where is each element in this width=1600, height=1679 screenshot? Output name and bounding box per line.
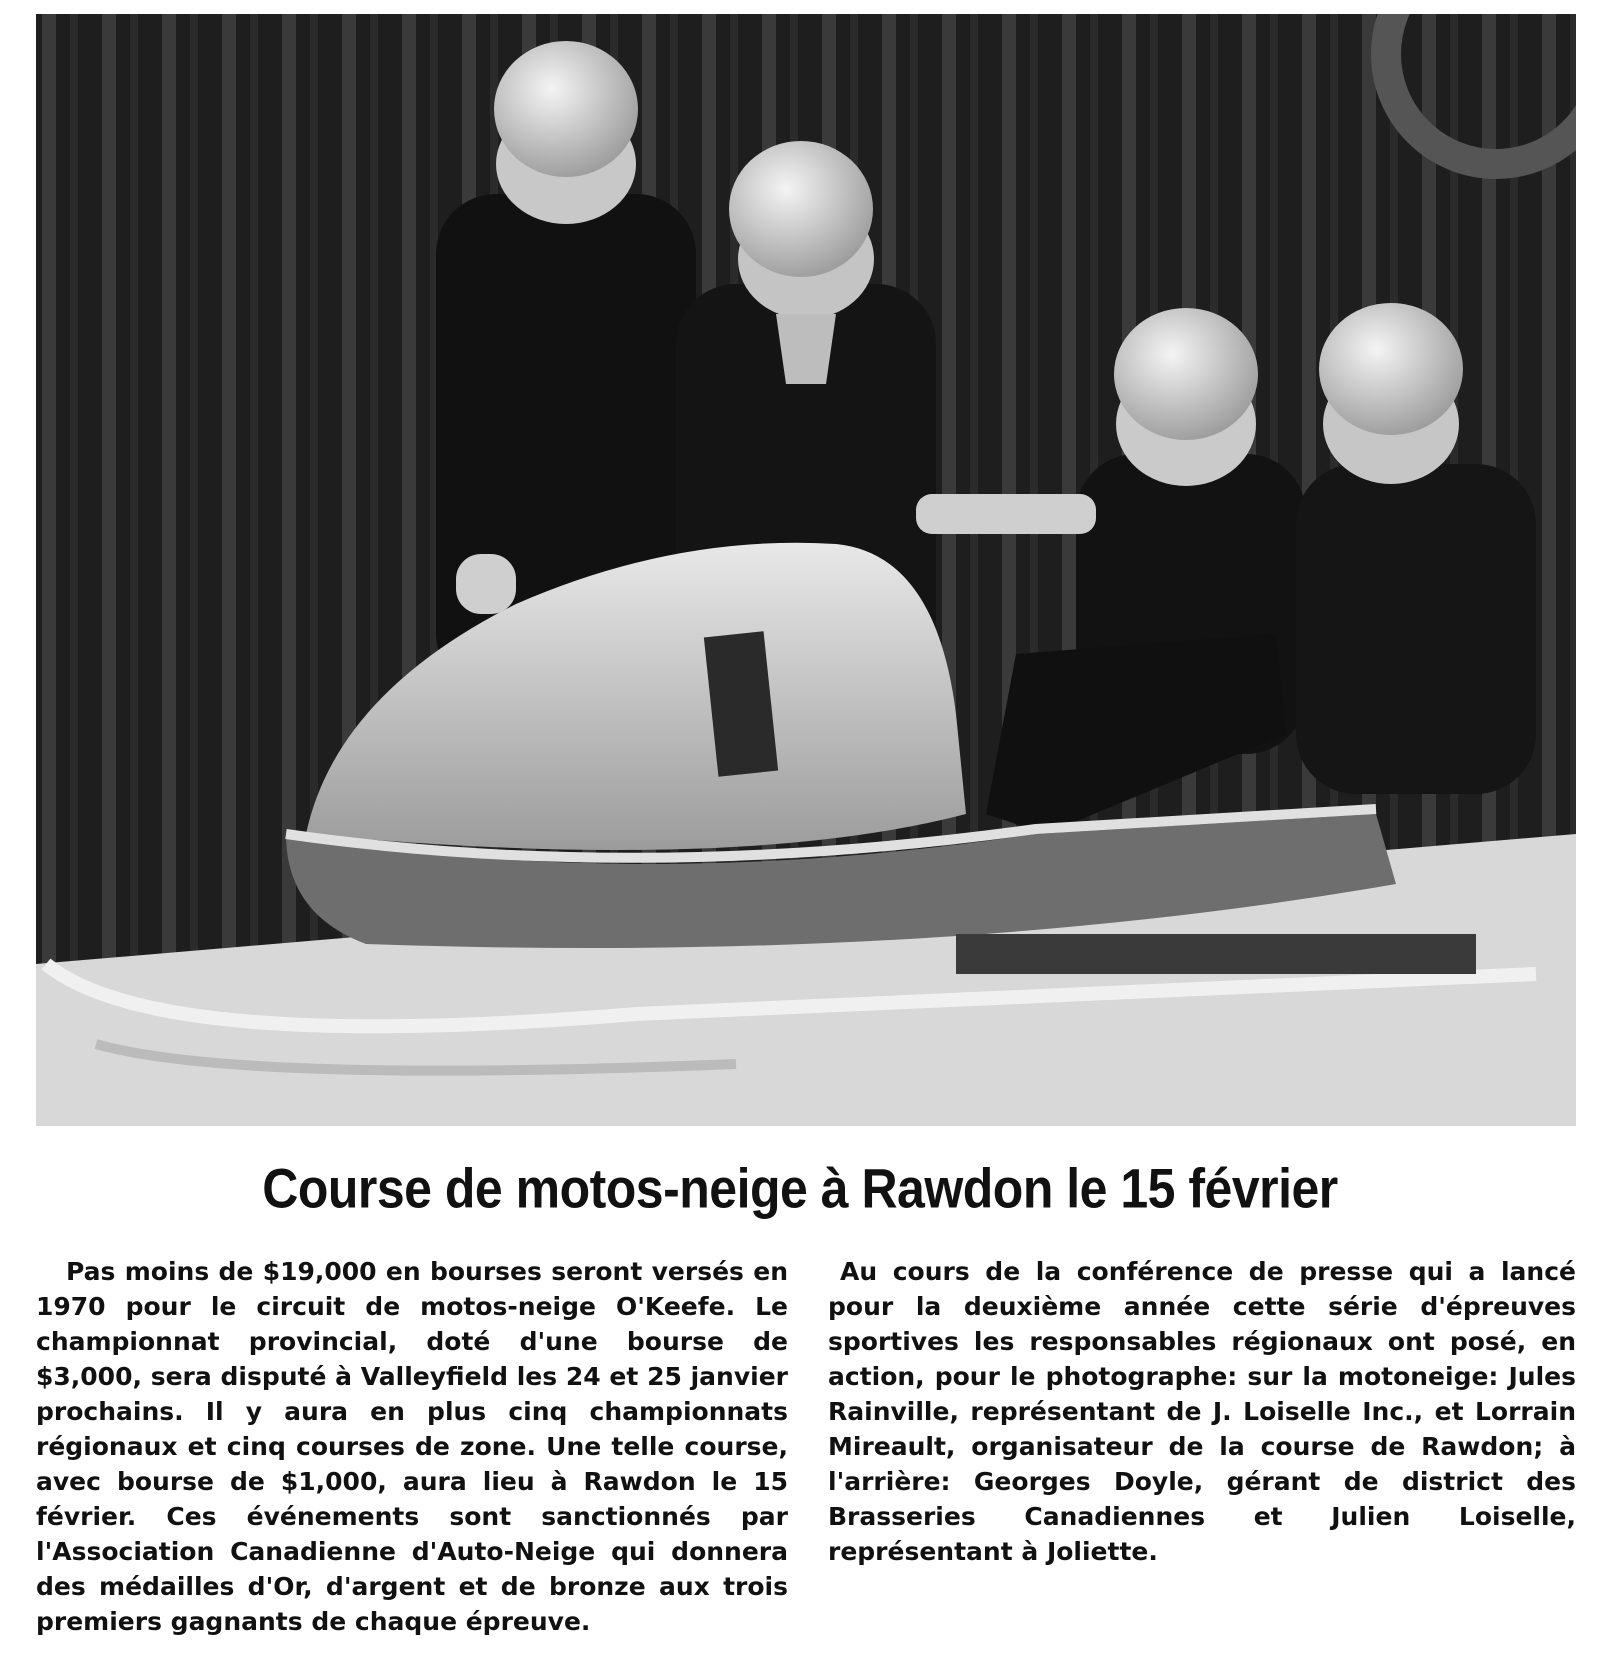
snowmobile-photo (36, 14, 1576, 1126)
article-column-left (36, 1254, 788, 1639)
headline: Course de motos-neige à Rawdon le 15 février (262, 1157, 1338, 1220)
body-text-left: Pas moins de $19,000 en bourses seront versés en 1970 pour le circuit de motos-neige O'Keefe. Le championnat provincial, doté d'une bourse de $3,000, sera disputé à Valleyfield les 24 et 25 janvier prochains. Il y aura en plus cinq championnats régionaux et cinq courses de zone. Une telle course, avec bourse de $1,000, aura lieu à Rawdon le 15 février. Ces événements sont sanctionnés par l'Association Canadienne d'Auto-Neige qui donnera des médailles d'Or, d'argent et de bronze aux trois premiers gagnants de chaque épreuve. (36, 1257, 788, 1636)
article-column-right (828, 1254, 1576, 1569)
body-text-right: Au cours de la conférence de presse qui a lancé pour la deuxième année cette série d'épreuves sportives les responsables régionaux ont posé, en action, pour le photographe: sur la motoneige: Jules Rainville, représentant de J. Loiselle Inc., et Lorrain Mireault, organisateur de la course de Rawdon; à l'arrière: Georges Doyle, gérant de district des Brasseries Canadiennes et Julien Loiselle, représentant à Joliette. (828, 1257, 1576, 1566)
photo-illustration (36, 14, 1576, 1126)
